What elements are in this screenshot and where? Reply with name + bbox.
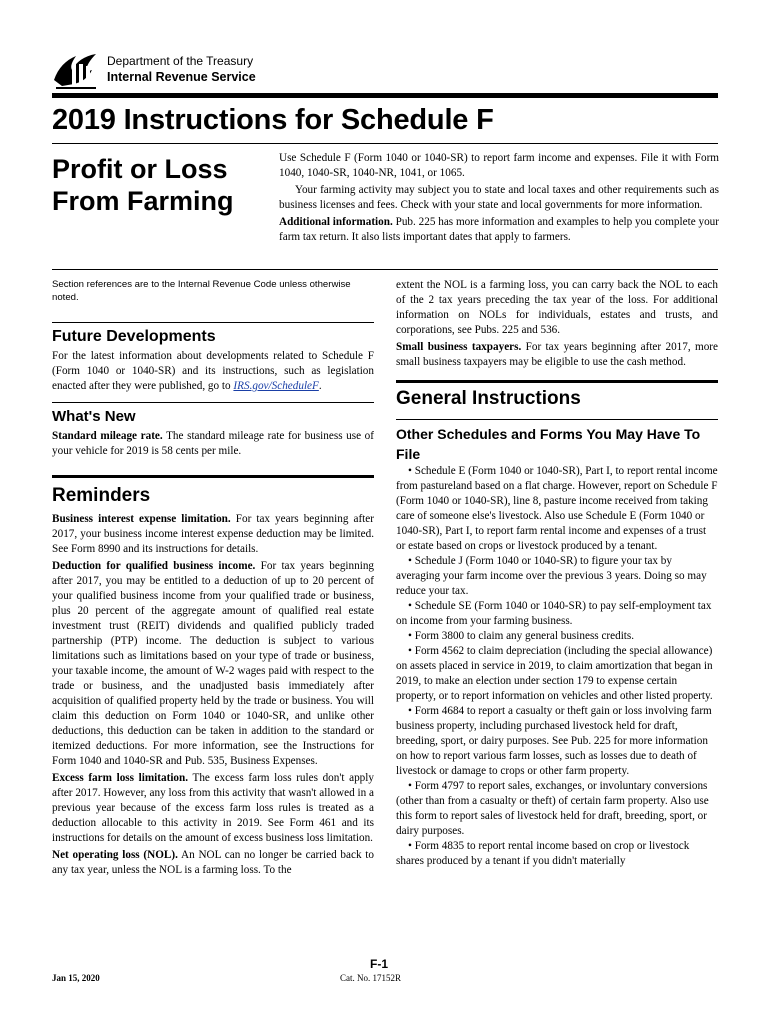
future-text: For the latest information about developments related to Schedule F (Form 1040 or 1040-SR) and its instructions, such as legislation enacted after they were published, go to	[52, 350, 374, 392]
interest-label: Business interest expense limitation.	[52, 513, 231, 525]
form-bullet-item	[396, 644, 718, 704]
mileage-label: Standard mileage rate.	[52, 430, 163, 442]
document-title: 2019 Instructions for Schedule F	[52, 104, 494, 136]
form-bullet-item	[396, 839, 718, 869]
intro-paragraph-3	[279, 215, 719, 245]
section-note: Section references are to the Internal Revenue Code unless otherwise noted.	[52, 279, 351, 303]
bullet-icon: •	[408, 645, 415, 657]
catalog-number: Cat. No. 17152R	[340, 973, 402, 983]
small-business-label: Small business taxpayers.	[396, 341, 522, 353]
nol-paragraph	[52, 848, 374, 878]
right-column	[396, 278, 718, 869]
general-instructions-heading: General Instructions	[396, 388, 581, 409]
mileage-paragraph	[52, 429, 374, 459]
small-business-text: For tax years beginning after 2017, more small business taxpayers may be eligible to use the cash method.	[396, 341, 718, 368]
form-bullet-item	[396, 464, 718, 554]
agency-name: Internal Revenue Service	[107, 70, 256, 84]
bullet-text: Form 4835 to report rental income based on crop or livestock shares produced by a tenant if you didn't materially	[396, 840, 690, 867]
nol-text: An NOL can no longer be carried back to any tax year, unless the NOL is a farming loss. To the	[52, 849, 374, 876]
general-rule	[396, 380, 718, 383]
additional-info-label: Additional information.	[279, 216, 393, 228]
qbi-label: Deduction for qualified business income.	[52, 560, 256, 572]
bullet-text: Schedule E (Form 1040 or 1040-SR), Part I, to report rental income from pastureland based on a flat charge. However, report on Schedule F (Form 1040 or 1040-SR), line 8, pasture income received from taking care of someone else's livestock. Also use Schedule E (Form 1040 or 1040-SR), Part I, to report farm rental income and expenses of a trust or estate based on crops or livestock produced by a tenant.	[396, 465, 718, 552]
department-name: Department of the Treasury	[107, 54, 254, 68]
left-column	[52, 278, 374, 878]
bullet-text: Form 4684 to report a casualty or theft gain or loss involving farm business property, including purchased livestock held for draft, breeding, sport, or dairy purposes. See Pub. 225 for more information on how to report various farm losses, such as losses due to death of livestock or damage to crops or other farm property.	[396, 705, 712, 777]
excess-loss-text: The excess farm loss rules don't apply after 2017. However, any loss from this activity that wasn't allowed in a previous year because of the excess farm loss rules is treated as a deduction allocable to this activity in 2019. See Form 461 and its instructions for details on the amount of excess business loss limitation.	[52, 772, 374, 844]
future-developments-text: For the latest information about developments related to Schedule F (Form 1040 or 1040-SR) and its instructions, such as legislation enacted after they were published, go to IRS.gov/ScheduleF.	[52, 350, 374, 392]
intro-paragraph-2: Your farming activity may subject you to state and local taxes and other requirements such as business licenses and fees. Check with your state and local governments for more information.	[279, 184, 719, 211]
bullet-icon: •	[408, 780, 415, 792]
excess-loss-label: Excess farm loss limitation.	[52, 772, 189, 784]
interest-paragraph	[52, 512, 374, 557]
subtitle-line-1: Profit or Loss	[52, 154, 228, 184]
additional-info-text: Pub. 225 has more information and examples to help you complete your farm tax return. It also lists important dates that apply to farmers.	[279, 216, 719, 243]
bullet-icon: •	[408, 630, 415, 642]
intro-paragraph-1: Use Schedule F (Form 1040 or 1040-SR) to report farm income and expenses. File it with Form 1040, 1040-SR, 1040-NR, 1041, or 1065.	[279, 152, 719, 179]
bullet-text: Schedule J (Form 1040 or 1040-SR) to figure your tax by averaging your farm income over the previous 3 years. Doing so may reduce your tax.	[396, 555, 707, 597]
bullet-icon: •	[408, 705, 415, 717]
reminders-heading: Reminders	[52, 485, 151, 506]
qbi-text: For tax years beginning after 2017, you may be entitled to a deduction of up to 20 percent of your qualified business income from your qualified trade or business, plus 20 percent of the aggregate amount of qualified real estate investment trust (REIT) dividends and qualified publicly traded partnership (PTP) income. The deduction is subject to various limitations such as limitations based on your type of trade or business, your taxable income, the amount of W-2 wages paid with respect to the trade or business, and the unadjusted basis immediately after acquisition of qualified property held by the trade or business. You will claim this deduction on Form 1040 or 1040-SR, and unlike other deductions, this deduction can be taken in addition to the standard or itemized deductions. For more information, see the Instructions for Form 1040 and 1040-SR and Pub. 535, Business Expenses.	[52, 560, 375, 767]
header-rule	[52, 93, 718, 98]
subtitle-line-2: From Farming	[52, 186, 234, 216]
other-schedules-rule	[396, 419, 718, 420]
bullet-icon: •	[408, 465, 415, 477]
document-subtitle	[52, 153, 282, 217]
bullet-icon: •	[408, 555, 415, 567]
page-number: F-1	[370, 957, 388, 971]
form-bullet-item	[396, 599, 718, 629]
mileage-text: The standard mileage rate for business use of your vehicle for 2019 is 58 cents per mile.	[52, 430, 374, 457]
form-bullet-item	[396, 704, 718, 779]
bullet-text: Form 3800 to claim any general business credits.	[414, 630, 635, 642]
bullet-text: Form 4797 to report sales, exchanges, or involuntary conversions (other than from a casualty or theft) of certain farm property. Also use this form to report sales of livestock held for draft, breeding, sport, or dairy purposes.	[396, 780, 709, 837]
bullet-text: Form 4562 to claim depreciation (including the special allowance) on assets placed in service in 2019, to claim amortization that began in 2019, to make an election under section 179 to expense certain property, or to report information on vehicles and other listed property.	[396, 645, 713, 702]
interest-text: For tax years beginning after 2017, your business income interest expense deduction may be limited. See Form 8990 and its instructions for details.	[52, 513, 374, 555]
form-bullet-item	[396, 779, 718, 839]
nol-continued: extent the NOL is a farming loss, you can carry back the NOL to each of the 2 tax years preceding the tax year of the loss. For additional information on NOLs for individuals, estates and trusts, and corporations, see Pubs. 225 and 536.	[396, 279, 718, 336]
bullet-icon: •	[408, 840, 415, 852]
excess-loss-paragraph	[52, 771, 374, 846]
title-rule	[52, 143, 718, 144]
nol-label: Net operating loss (NOL).	[52, 849, 178, 861]
whats-new-rule	[52, 402, 374, 403]
intro-rule	[52, 269, 718, 270]
future-developments-heading: Future Developments	[52, 328, 216, 345]
irs-schedule-f-link[interactable]: IRS.gov/ScheduleF	[233, 380, 319, 392]
irs-eagle-logo-icon	[52, 50, 100, 90]
small-business-paragraph	[396, 340, 718, 370]
qbi-paragraph	[52, 559, 374, 769]
bullet-text: Schedule SE (Form 1040 or 1040-SR) to pay self-employment tax on income from your farming business.	[396, 600, 712, 627]
form-bullet-item	[396, 629, 718, 644]
forms-bullet-list	[396, 464, 718, 869]
intro-block	[279, 151, 719, 247]
whats-new-heading: What's New	[52, 408, 136, 425]
reminders-rule	[52, 475, 374, 478]
bullet-icon: •	[408, 600, 415, 612]
revision-date: Jan 15, 2020	[52, 973, 100, 983]
other-schedules-heading: Other Schedules and Forms You May Have To File	[396, 426, 701, 462]
form-bullet-item	[396, 554, 718, 599]
future-rule	[52, 322, 374, 323]
